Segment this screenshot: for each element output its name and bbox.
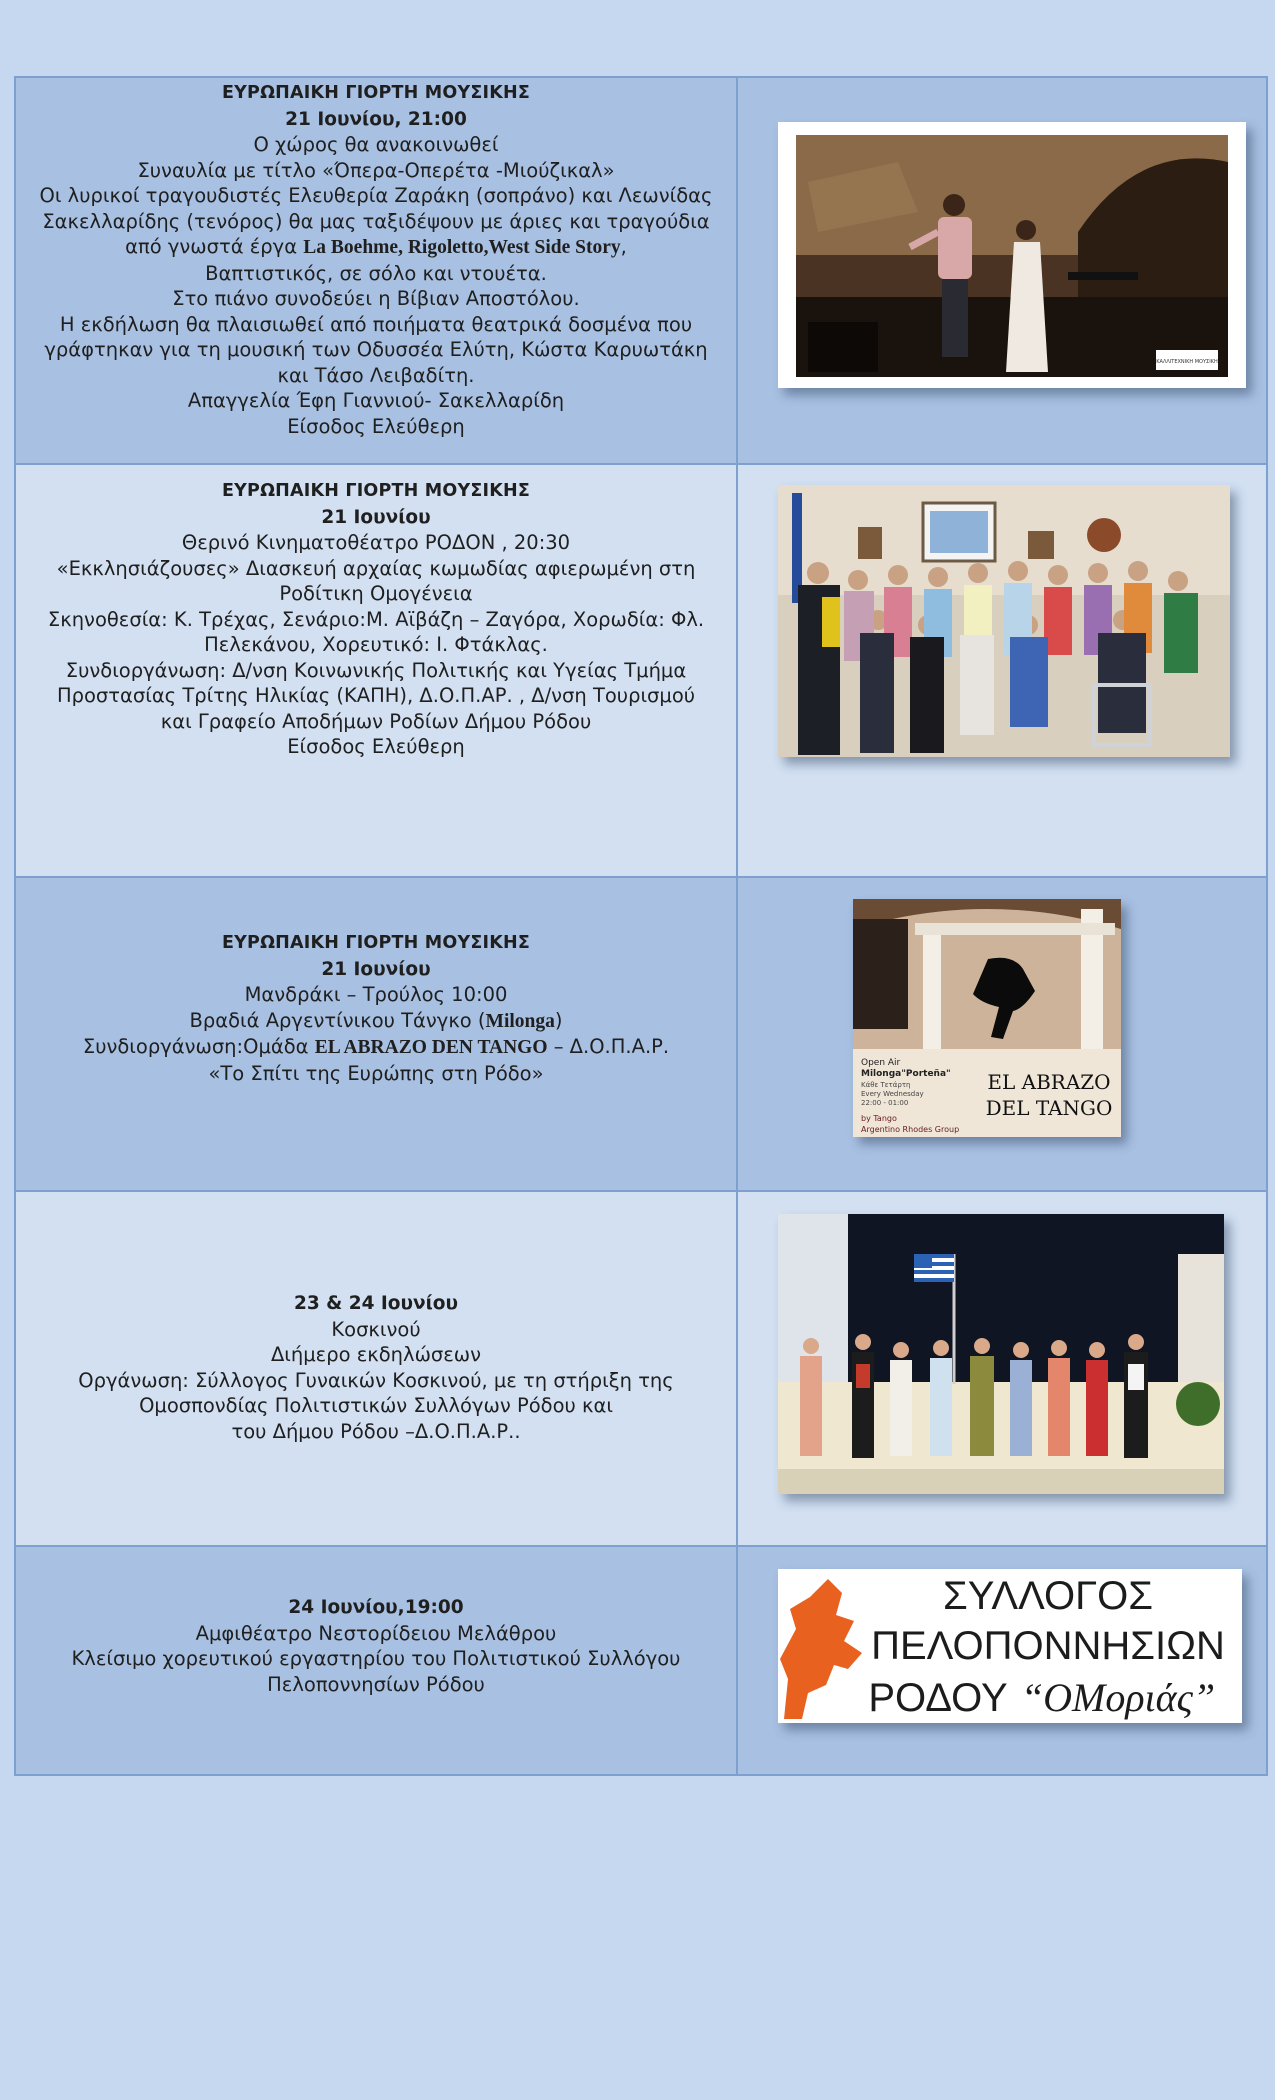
event-date: 24 Ιουνίου,19:00 bbox=[288, 1597, 464, 1618]
event-line: Ομοσπονδίας Πολιτιστικών Συλλόγων Ρόδου και bbox=[139, 1394, 613, 1417]
event-line bbox=[30, 1034, 722, 1061]
event-line: Μανδράκι – Τρούλος 10:00 bbox=[244, 983, 508, 1006]
event-line: Ο χώρος θα ανακοινωθεί bbox=[253, 133, 499, 156]
event-line: Σακελλαρίδης (τενόρος) θα μας ταξιδέψουν με άριες και τραγούδια bbox=[42, 209, 710, 233]
event-line: Συνδιοργάνωση: Δ/νση Κοινωνικής Πολιτικής και Υγείας Τμήμα bbox=[65, 658, 687, 682]
event-line: Αμφιθέατρο Νεστορίδειου Μελάθρου bbox=[195, 1621, 557, 1645]
event-line: και Γραφείο Αποδήμων Ροδίων Δήμου Ρόδου bbox=[160, 709, 592, 733]
text-segment: ) bbox=[554, 1008, 563, 1032]
poster-brand-line2: DEL TANGO bbox=[985, 1096, 1113, 1120]
event-line: Σκηνοθεσία: Κ. Τρέχας, Σενάριο:Μ. Αϊβάζη – Ζαγόρα, Χορωδία: Φλ. bbox=[47, 607, 705, 631]
text-segment: – Δ.Ο.Π.Α.Ρ. bbox=[547, 1035, 670, 1058]
event-works-line bbox=[30, 234, 722, 261]
event-date: 21 Ιουνίου, 21:00 bbox=[285, 108, 467, 130]
poster-day-en: Every Wednesday bbox=[861, 1090, 924, 1098]
event-line: Βαπτιστικός, σε σόλο και ντουέτα. bbox=[205, 261, 547, 285]
event-line: και Τάσο Λειβαδίτη. bbox=[277, 363, 475, 387]
events-table bbox=[14, 76, 1268, 1776]
event-line: Πελεκάνου, Χορευτικό: Ι. Φτάκλας. bbox=[204, 633, 548, 656]
event-text-cell bbox=[15, 877, 737, 1191]
association-logo bbox=[778, 1569, 1242, 1723]
event-title: ΕΥΡΩΠΑΙΚΗ ΓΙΟΡΤΗ ΜΟΥΣΙΚΗΣ bbox=[222, 933, 530, 953]
event-line: Απαγγελία Έφη Γιαννιού- Σακελλαρίδη bbox=[187, 389, 565, 412]
event-date: 21 Ιουνίου bbox=[321, 506, 431, 528]
milonga-text: Milonga bbox=[485, 1010, 555, 1032]
event-date: 21 Ιουνίου bbox=[321, 958, 431, 980]
event-row bbox=[15, 1191, 1267, 1546]
event-line: Στο πιάνο συνοδεύει η Βίβιαν Αποστόλου. bbox=[172, 287, 580, 310]
event-line: του Δήμου Ρόδου –Δ.Ο.Π.Α.Ρ.. bbox=[231, 1419, 521, 1443]
works-titles: La Boehme, Rigoletto,West Side Story bbox=[303, 237, 621, 258]
opera-duet-photo bbox=[778, 122, 1246, 388]
event-row bbox=[15, 77, 1267, 464]
event-row bbox=[15, 877, 1267, 1191]
event-line: Θερινό Κινηματοθέατρο ΡΟΔΟΝ , 20:30 bbox=[181, 531, 571, 554]
poster-milonga: Milonga"Porteña" bbox=[861, 1069, 951, 1079]
event-line: Προστασίας Τρίτης Ηλικίας (ΚΑΠΗ), Δ.Ο.Π.ΑΡ. , Δ/νση Τουρισμού bbox=[56, 684, 696, 707]
event-text-cell bbox=[15, 1546, 737, 1775]
event-image-cell bbox=[737, 1546, 1267, 1775]
event-image-cell bbox=[737, 1191, 1267, 1546]
event-line: Διήμερο εκδηλώσεων bbox=[270, 1343, 482, 1366]
event-line: Οργάνωση: Σύλλογος Γυναικών Κοσκινού, με τη στήριξη της bbox=[78, 1368, 674, 1392]
event-title: ΕΥΡΩΠΑΙΚΗ ΓΙΟΡΤΗ ΜΟΥΣΙΚΗΣ bbox=[222, 481, 530, 501]
event-line: Οι λυρικοί τραγουδιστές Ελευθερία Ζαράκη (σοπράνο) και Λεωνίδας bbox=[39, 184, 713, 207]
event-text-cell bbox=[15, 464, 737, 877]
logo-line2: ΠΕΛΟΠΟΝΝΗΣΙΩΝ bbox=[871, 1624, 1225, 1668]
text-segment: Βραδιά Αργεντίνικου Τάνγκο ( bbox=[189, 1008, 486, 1032]
event-line: Πελοποννησίων Ρόδου bbox=[267, 1672, 485, 1696]
event-row bbox=[15, 464, 1267, 877]
poster-brand-line1: EL ABRAZO bbox=[987, 1070, 1111, 1094]
poster-open-air: Open Air bbox=[861, 1058, 901, 1068]
event-image-cell bbox=[737, 77, 1267, 464]
tango-poster bbox=[853, 899, 1121, 1137]
event-line: Η εκδήλωση θα πλαισιωθεί από ποιήματα θεατρικά δοσμένα που bbox=[59, 312, 693, 336]
folk-dance-photo bbox=[778, 1214, 1224, 1494]
poster-time: 22:00 - 01:00 bbox=[861, 1099, 909, 1107]
works-suffix: , bbox=[620, 235, 627, 258]
event-line bbox=[30, 1008, 722, 1035]
text-segment: Συνδιοργάνωση:Ομάδα bbox=[82, 1035, 315, 1058]
event-line: Συναυλία με τίτλο «Όπερα-Οπερέτα -Μιούζικαλ» bbox=[137, 158, 615, 182]
event-title: ΕΥΡΩΠΑΙΚΗ ΓΙΟΡΤΗ ΜΟΥΣΙΚΗΣ bbox=[222, 83, 530, 103]
tango-group-name: EL ABRAZO DEN TANGO bbox=[314, 1037, 548, 1058]
event-text-cell bbox=[15, 77, 737, 464]
logo-name: “ΟΜοριάς” bbox=[1020, 1675, 1216, 1720]
poster-day-gr: Κάθε Τετάρτη bbox=[861, 1081, 911, 1089]
event-image-cell bbox=[737, 877, 1267, 1191]
works-prefix: από γνωστά έργα bbox=[125, 235, 304, 258]
event-line: Είσοδος Ελεύθερη bbox=[287, 414, 465, 438]
poster-by: by Tango bbox=[861, 1114, 897, 1123]
photo-caption: ΚΑΛΛΙΤΕΧΝΙΚΗ ΜΟΥΣΙΚΗ bbox=[1156, 359, 1218, 365]
group-photo bbox=[778, 485, 1230, 757]
event-line: Είσοδος Ελεύθερη bbox=[287, 735, 465, 758]
event-line: «Το Σπίτι της Ευρώπης στη Ρόδο» bbox=[208, 1061, 544, 1085]
event-date: 23 & 24 Ιουνίου bbox=[293, 1293, 459, 1314]
event-image-cell bbox=[737, 464, 1267, 877]
event-line: Κοσκινού bbox=[331, 1317, 421, 1341]
event-line: «Εκκλησιάζουσες» Διασκευή αρχαίας κωμωδίας αφιερωμένη στη bbox=[56, 556, 696, 580]
logo-line3: ΡΟΔΟΥ bbox=[868, 1676, 1008, 1720]
event-line: Ροδίτικη Ομογένεια bbox=[279, 582, 473, 605]
event-line: γράφτηκαν για τη μουσική των Οδυσσέα Ελύτη, Κώστα Καρυωτάκη bbox=[44, 338, 708, 361]
logo-line1: ΣΥΛΛΟΓΟΣ bbox=[942, 1574, 1154, 1618]
event-line: Κλείσιμο χορευτικού εργαστηρίου του Πολιτιστικού Συλλόγου bbox=[71, 1647, 681, 1670]
event-text-cell bbox=[15, 1191, 737, 1546]
event-row bbox=[15, 1546, 1267, 1775]
poster-group: Argentino Rhodes Group bbox=[861, 1125, 960, 1134]
